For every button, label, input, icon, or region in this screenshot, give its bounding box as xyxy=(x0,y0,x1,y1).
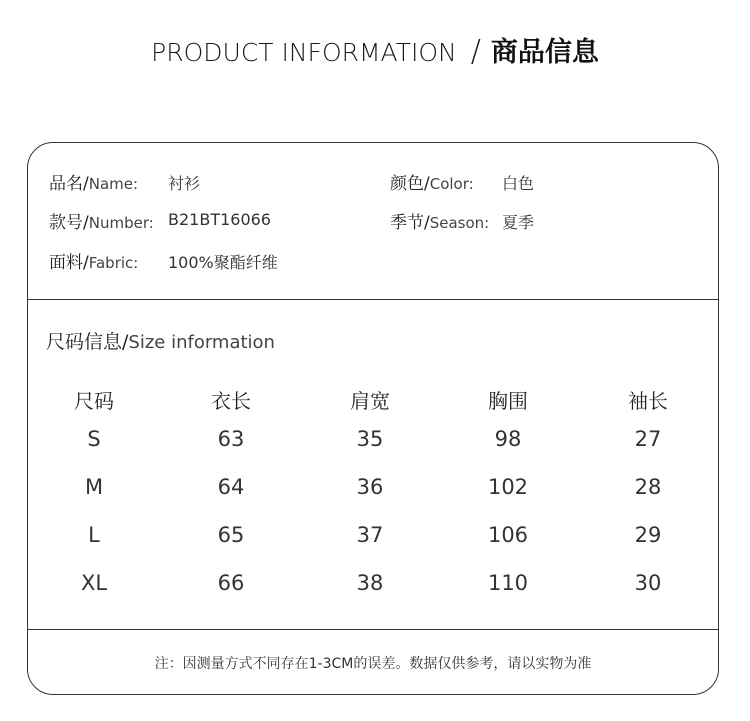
fabric-value: 100%聚酯纤维 xyxy=(168,253,278,272)
table-row xyxy=(28,571,718,601)
cell-size: S xyxy=(87,427,101,451)
divider-bottom xyxy=(28,629,718,630)
cell-length: 64 xyxy=(217,475,245,499)
name-label: 品名/Name: xyxy=(49,174,139,194)
table-row xyxy=(28,427,718,457)
cell-sleeve: 30 xyxy=(634,571,662,595)
cell-length: 66 xyxy=(217,571,245,595)
header-size: 尺码 xyxy=(74,389,114,413)
season-label: 季节/Season: xyxy=(390,213,490,233)
page-header xyxy=(0,30,750,69)
info-row-3 xyxy=(28,248,718,272)
number-label: 款号/Number: xyxy=(49,213,154,233)
cell-length: 65 xyxy=(217,523,245,547)
cell-sleeve: 28 xyxy=(634,475,662,499)
title-english: PRODUCT INFORMATION xyxy=(151,38,457,67)
header-chest: 胸围 xyxy=(488,389,528,413)
table-row xyxy=(28,523,718,553)
header-sleeve: 袖长 xyxy=(628,389,668,413)
cell-shoulder: 38 xyxy=(356,571,384,595)
number-value: B21BT16066 xyxy=(168,210,271,229)
color-value: 白色 xyxy=(502,174,535,193)
product-info-card xyxy=(27,142,719,695)
cell-shoulder: 36 xyxy=(356,475,384,499)
name-value: 衬衫 xyxy=(168,174,201,193)
info-row-2 xyxy=(28,208,718,232)
season-value: 夏季 xyxy=(502,213,535,232)
cell-sleeve: 27 xyxy=(634,427,662,451)
table-row xyxy=(28,475,718,505)
size-section-title: 尺码信息/Size information xyxy=(46,331,275,353)
cell-size: L xyxy=(88,523,100,547)
cell-chest: 110 xyxy=(487,571,529,595)
cell-chest: 98 xyxy=(494,427,522,451)
title-chinese: 商品信息 xyxy=(490,37,599,68)
header-length: 衣长 xyxy=(211,389,251,413)
cell-size: M xyxy=(84,475,104,499)
cell-shoulder: 35 xyxy=(356,427,384,451)
cell-length: 63 xyxy=(217,427,245,451)
cell-size: XL xyxy=(80,571,108,595)
color-label: 颜色/Color: xyxy=(390,174,474,194)
info-row-1 xyxy=(28,169,718,193)
cell-chest: 106 xyxy=(487,523,529,547)
cell-shoulder: 37 xyxy=(356,523,384,547)
cell-chest: 102 xyxy=(487,475,529,499)
header-shoulder: 肩宽 xyxy=(350,389,390,413)
table-header-row xyxy=(28,385,718,415)
title-separator: / xyxy=(470,34,481,69)
cell-sleeve: 29 xyxy=(634,523,662,547)
divider-top xyxy=(28,299,718,300)
measurement-note: 注：因测量方式不同存在1-3CM的误差。数据仅供参考，请以实物为准 xyxy=(154,656,592,672)
fabric-label: 面料/Fabric: xyxy=(49,253,139,273)
